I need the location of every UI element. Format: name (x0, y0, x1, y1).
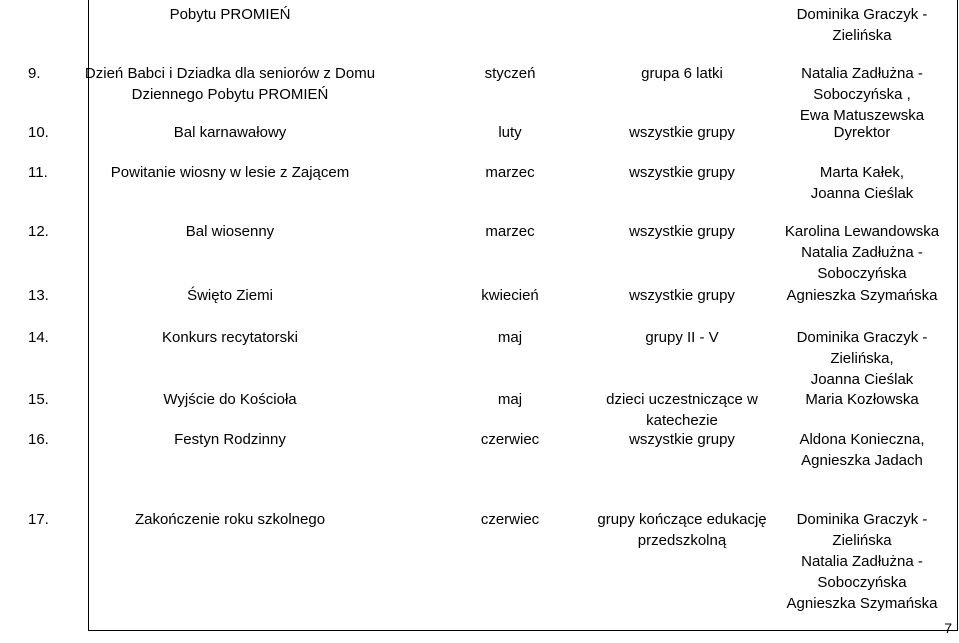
row-number: 10. (28, 124, 49, 141)
event-group: wszystkie grupy (629, 164, 735, 181)
event-group: grupy II - V (645, 329, 719, 346)
row-number: 15. (28, 391, 49, 408)
row-number: 12. (28, 223, 49, 240)
event-month: kwiecień (481, 287, 539, 304)
event-name: Wyjście do Kościoła (163, 391, 297, 408)
event-responsible: Natalia Zadłużna - Soboczyńska , Ewa Matuszewska (799, 65, 925, 124)
event-name: Bal karnawałowy (173, 124, 287, 141)
event-name: Dzień Babci i Dziadka dla seniorów z Domu Dziennego Pobytu PROMIEŃ (84, 65, 376, 103)
event-group: dzieci uczestniczące w katechezie (606, 391, 758, 429)
event-name: Święto Ziemi (187, 287, 273, 304)
event-responsible: Maria Kozłowska (805, 391, 919, 408)
event-group: grupa 6 latki (641, 65, 723, 82)
event-responsible: Karolina Lewandowska Natalia Zadłużna - Soboczyńska (784, 223, 940, 282)
event-name: Pobytu PROMIEŃ (169, 6, 291, 23)
event-responsible: Aldona Konieczna, Agnieszka Jadach (799, 431, 925, 469)
event-responsible: Dominika Graczyk - Zielińska (796, 6, 928, 44)
event-group: wszystkie grupy (629, 431, 735, 448)
event-month: marzec (485, 164, 535, 181)
event-month: czerwiec (480, 511, 540, 528)
event-responsible: Dominika Graczyk - Zielińska, Joanna Cieślak (796, 329, 928, 388)
event-name: Konkurs recytatorski (162, 329, 298, 346)
row-number: 14. (28, 329, 49, 346)
event-responsible: Marta Kałek, Joanna Cieślak (810, 164, 914, 202)
event-name: Festyn Rodzinny (174, 431, 286, 448)
event-month: maj (497, 391, 523, 408)
event-month: maj (497, 329, 523, 346)
event-month: luty (498, 124, 522, 141)
row-number: 13. (28, 287, 49, 304)
event-responsible: Agnieszka Szymańska (786, 287, 938, 304)
event-responsible: Dominika Graczyk - Zielińska Natalia Zadłużna - Soboczyńska Agnieszka Szymańska (786, 511, 938, 612)
event-month: styczeń (484, 65, 536, 82)
page-number: 7 (944, 620, 952, 636)
event-group: wszystkie grupy (629, 223, 735, 240)
row-number: 17. (28, 511, 49, 528)
row-number: 9. (28, 65, 41, 82)
event-month: marzec (485, 223, 535, 240)
row-number: 16. (28, 431, 49, 448)
event-month: czerwiec (480, 431, 540, 448)
event-responsible: Dyrektor (833, 124, 891, 141)
event-name: Powitanie wiosny w lesie z Zającem (110, 164, 350, 181)
event-group: wszystkie grupy (629, 124, 735, 141)
row-number: 11. (28, 164, 48, 181)
table-bottom-border (88, 630, 958, 631)
event-name: Bal wiosenny (185, 223, 275, 240)
event-group: grupy kończące edukację przedszkolną (597, 511, 767, 549)
event-name: Zakończenie roku szkolnego (134, 511, 326, 528)
event-group: wszystkie grupy (629, 287, 735, 304)
table-border-right (957, 0, 958, 630)
